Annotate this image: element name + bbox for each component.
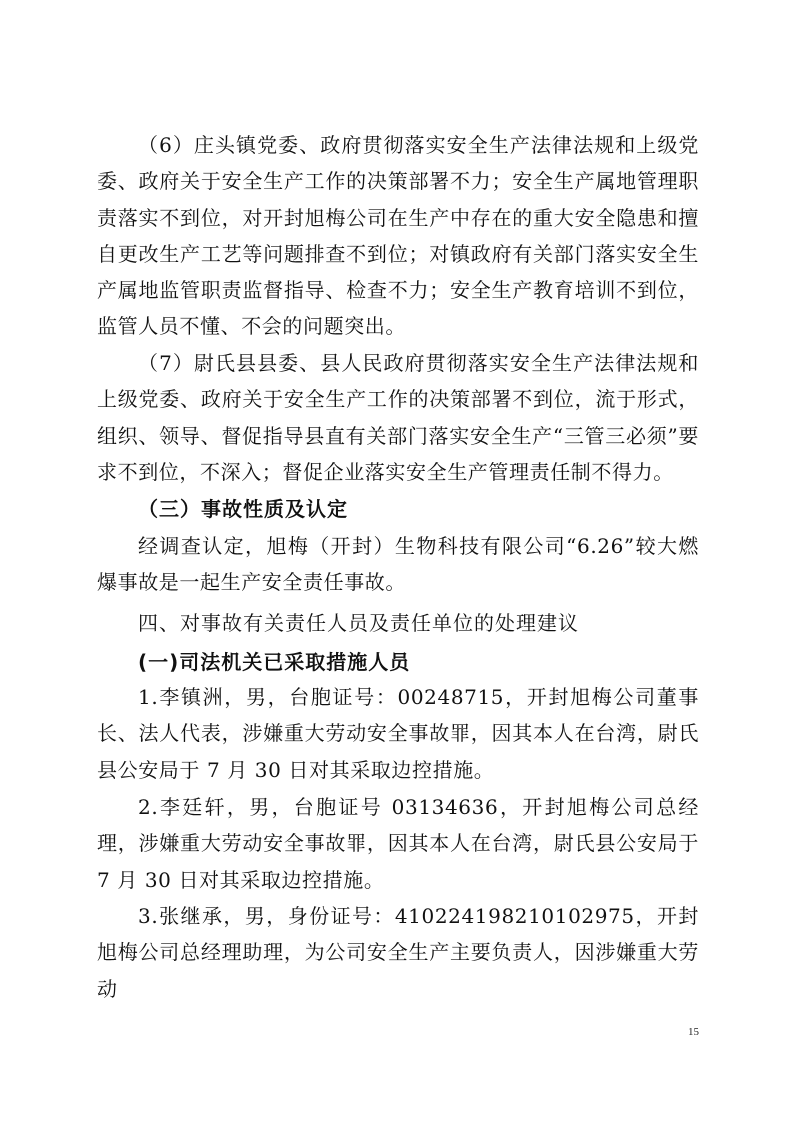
list-item-person-2: 2.李廷轩，男，台胞证号 03134636，开封旭梅公司总经理，涉嫌重大劳动安全事故罪，因其本人在台湾，尉氏县公安局于 7 月 30 日对其采取边控措施。: [97, 795, 699, 892]
section-heading-accident-nature: （三）事故性质及认定: [138, 497, 348, 521]
section-heading-handling-suggestions: 四、对事故有关责任人员及责任单位的处理建议: [138, 611, 579, 635]
list-item-person-1: 1.李镇洲，男，台胞证号：00248715，开封旭梅公司董事长、法人代表，涉嫌重大劳动安全事故罪，因其本人在台湾，尉氏县公安局于 7 月 30 日对其采取边控措施。: [97, 685, 699, 782]
subsection-heading-judicial-measures: (一)司法机关已采取措施人员: [138, 650, 411, 674]
paragraph-conclusion: 经调查认定，旭梅（开封）生物科技有限公司“6.26”较大燃爆事故是一起生产安全责任事故。: [97, 534, 699, 595]
page-number: 15: [688, 1026, 699, 1038]
paragraph-item-7: （7）尉氏县县委、县人民政府贯彻落实安全生产法律法规和上级党委、政府关于安全生产工作的决策部署不到位，流于形式，组织、领导、督促指导县直有关部门落实安全生产“三管三必须”要求不到位，不深入；督促企业落实安全生产管理责任制不得力。: [97, 351, 699, 484]
list-item-person-3: 3.张继承，男，身份证号：410224198210102975，开封旭梅公司总经理助理，为公司安全生产主要负责人，因涉嫌重大劳动: [97, 904, 699, 1001]
paragraph-item-6: （6）庄头镇党委、政府贯彻落实安全生产法律法规和上级党委、政府关于安全生产工作的决策部署不力；安全生产属地管理职责落实不到位，对开封旭梅公司在生产中存在的重大安全隐患和擅自更改生产工艺等问题排查不到位；对镇政府有关部门落实安全生产属地监管职责监督指导、检查不力；安全生产教育培训不到位，监管人员不懂、不会的问题突出。: [97, 133, 699, 339]
